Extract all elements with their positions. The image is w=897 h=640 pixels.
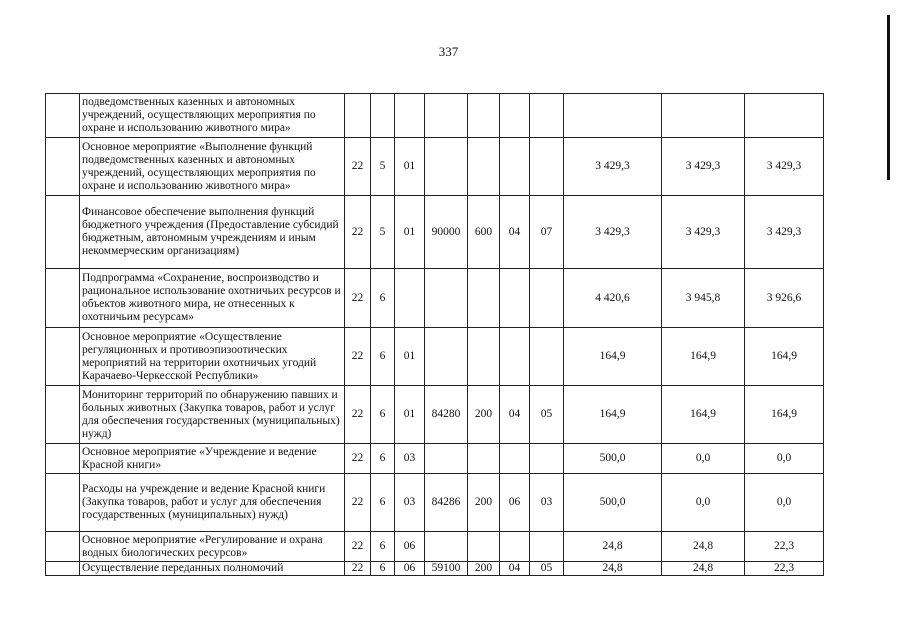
code-cell <box>425 532 468 562</box>
code-cell <box>395 94 425 138</box>
code-cell <box>530 532 564 562</box>
code-cell: 05 <box>530 386 564 444</box>
code-cell: 84280 <box>425 386 468 444</box>
code-cell: 22 <box>345 474 371 532</box>
table-row <box>46 196 824 269</box>
amount-cell: 3 945,8 <box>662 269 745 328</box>
amount-cell: 24,8 <box>662 562 745 576</box>
row-name: Основное мероприятие «Осуществление регуляционных и противоэпизоотических мероприятий на территории охотничьих угодий Карачаево-Черкесской Республики» <box>80 328 345 386</box>
amount-cell <box>662 94 745 138</box>
table-row <box>46 328 824 386</box>
code-cell <box>371 94 395 138</box>
code-cell: 59100 <box>425 562 468 576</box>
code-cell: 22 <box>345 196 371 269</box>
amount-cell: 500,0 <box>564 444 662 474</box>
code-cell: 22 <box>345 269 371 328</box>
code-cell: 22 <box>345 444 371 474</box>
code-cell: 6 <box>371 269 395 328</box>
row-name: Основное мероприятие «Учреждение и ведение Красной книги» <box>80 444 345 474</box>
code-cell <box>468 444 500 474</box>
code-cell: 6 <box>371 328 395 386</box>
amount-cell: 22,3 <box>745 562 824 576</box>
code-cell: 200 <box>468 474 500 532</box>
amount-cell: 500,0 <box>564 474 662 532</box>
row-name: подведомственных казенных и автономных учреждений, осуществляющих мероприятия по охране и использованию животного мира» <box>80 94 345 138</box>
code-cell: 6 <box>371 444 395 474</box>
code-cell <box>468 532 500 562</box>
amount-cell <box>745 94 824 138</box>
code-cell: 04 <box>500 562 530 576</box>
code-cell <box>425 138 468 196</box>
code-cell: 03 <box>395 474 425 532</box>
blank-cell <box>46 444 80 474</box>
code-cell: 22 <box>345 138 371 196</box>
code-cell: 200 <box>468 562 500 576</box>
code-cell: 200 <box>468 386 500 444</box>
code-cell <box>395 269 425 328</box>
amount-cell: 0,0 <box>745 474 824 532</box>
row-name: Осуществление переданных полномочий <box>80 562 345 576</box>
code-cell <box>468 269 500 328</box>
code-cell <box>468 138 500 196</box>
amount-cell: 0,0 <box>745 444 824 474</box>
blank-cell <box>46 138 80 196</box>
code-cell: 01 <box>395 328 425 386</box>
amount-cell: 3 429,3 <box>564 196 662 269</box>
blank-cell <box>46 196 80 269</box>
code-cell <box>500 532 530 562</box>
amount-cell: 24,8 <box>564 562 662 576</box>
table-row <box>46 138 824 196</box>
blank-cell <box>46 269 80 328</box>
amount-cell: 4 420,6 <box>564 269 662 328</box>
amount-cell: 22,3 <box>745 532 824 562</box>
amount-cell: 3 429,3 <box>745 138 824 196</box>
code-cell: 22 <box>345 386 371 444</box>
code-cell <box>500 444 530 474</box>
code-cell: 6 <box>371 474 395 532</box>
code-cell: 5 <box>371 138 395 196</box>
amount-cell: 164,9 <box>662 328 745 386</box>
code-cell: 04 <box>500 196 530 269</box>
code-cell <box>345 94 371 138</box>
blank-cell <box>46 562 80 576</box>
code-cell: 5 <box>371 196 395 269</box>
code-cell: 04 <box>500 386 530 444</box>
budget-table <box>45 93 824 576</box>
table-row <box>46 386 824 444</box>
code-cell <box>468 94 500 138</box>
table-row <box>46 562 824 576</box>
code-cell <box>500 269 530 328</box>
blank-cell <box>46 94 80 138</box>
blank-cell <box>46 532 80 562</box>
amount-cell: 164,9 <box>745 328 824 386</box>
code-cell: 06 <box>395 562 425 576</box>
blank-cell <box>46 328 80 386</box>
code-cell: 600 <box>468 196 500 269</box>
amount-cell <box>564 94 662 138</box>
code-cell <box>530 138 564 196</box>
code-cell <box>425 94 468 138</box>
code-cell <box>425 328 468 386</box>
code-cell: 22 <box>345 532 371 562</box>
code-cell <box>530 444 564 474</box>
amount-cell: 3 926,6 <box>745 269 824 328</box>
table-row <box>46 269 824 328</box>
amount-cell: 0,0 <box>662 474 745 532</box>
code-cell: 03 <box>395 444 425 474</box>
code-cell: 06 <box>500 474 530 532</box>
code-cell <box>530 269 564 328</box>
amount-cell: 164,9 <box>745 386 824 444</box>
amount-cell: 164,9 <box>564 386 662 444</box>
row-name: Финансовое обеспечение выполнения функций бюджетного учреждения (Предоставление субсидий бюджетным, автономным учреждениям и иным некоммерческим организациям) <box>80 196 345 269</box>
amount-cell: 3 429,3 <box>564 138 662 196</box>
code-cell <box>500 138 530 196</box>
code-cell: 05 <box>530 562 564 576</box>
code-cell: 01 <box>395 138 425 196</box>
code-cell: 6 <box>371 562 395 576</box>
code-cell <box>530 328 564 386</box>
margin-rule <box>887 15 890 180</box>
row-name: Основное мероприятие «Регулирование и охрана водных биологических ресурсов» <box>80 532 345 562</box>
code-cell: 22 <box>345 562 371 576</box>
amount-cell: 3 429,3 <box>745 196 824 269</box>
amount-cell: 24,8 <box>564 532 662 562</box>
code-cell <box>425 444 468 474</box>
code-cell: 90000 <box>425 196 468 269</box>
code-cell: 01 <box>395 386 425 444</box>
amount-cell: 24,8 <box>662 532 745 562</box>
code-cell <box>425 269 468 328</box>
table-row <box>46 474 824 532</box>
code-cell <box>468 328 500 386</box>
row-name: Расходы на учреждение и ведение Красной книги (Закупка товаров, работ и услуг для обеспечения государственных (муниципальных) нужд) <box>80 474 345 532</box>
blank-cell <box>46 386 80 444</box>
code-cell: 6 <box>371 532 395 562</box>
table-row <box>46 444 824 474</box>
table-row <box>46 532 824 562</box>
code-cell: 22 <box>345 328 371 386</box>
code-cell <box>500 328 530 386</box>
row-name: Основное мероприятие «Выполнение функций подведомственных казенных и автономных учреждений, осуществляющих мероприятия по охране и использованию животного мира» <box>80 138 345 196</box>
blank-cell <box>46 474 80 532</box>
code-cell: 6 <box>371 386 395 444</box>
amount-cell: 3 429,3 <box>662 196 745 269</box>
row-name: Мониторинг территорий по обнаружению павших и больных животных (Закупка товаров, работ и услуг для обеспечения государственных (муниципальных) нужд) <box>80 386 345 444</box>
code-cell: 84286 <box>425 474 468 532</box>
code-cell: 07 <box>530 196 564 269</box>
amount-cell: 0,0 <box>662 444 745 474</box>
amount-cell: 3 429,3 <box>662 138 745 196</box>
row-name: Подпрограмма «Сохранение, воспроизводство и рациональное использование охотничьих ресурсов и объектов животного мира, не отнесенных к охотничьим ресурсам» <box>80 269 345 328</box>
table-row <box>46 94 824 138</box>
amount-cell: 164,9 <box>564 328 662 386</box>
code-cell <box>530 94 564 138</box>
code-cell: 03 <box>530 474 564 532</box>
code-cell: 01 <box>395 196 425 269</box>
code-cell: 06 <box>395 532 425 562</box>
code-cell <box>500 94 530 138</box>
amount-cell: 164,9 <box>662 386 745 444</box>
page-number: 337 <box>438 44 459 59</box>
